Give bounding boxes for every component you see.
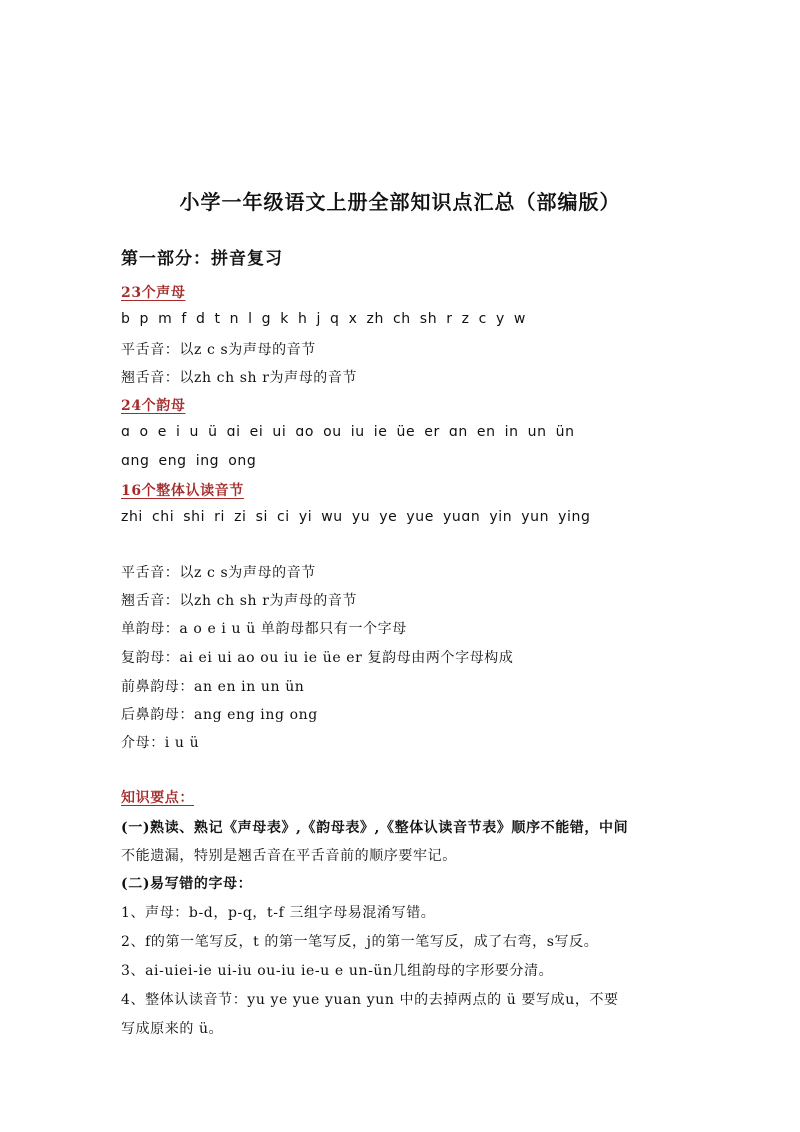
fuyunmu-line: 复韵母：ai ei ui ao ou iu ie üe er 复韵母由两个字母构成: [121, 650, 514, 666]
zhengti-heading: 16个整体认读音节: [121, 483, 244, 499]
key-point-2: (二)易写错的字母：: [121, 876, 253, 892]
shengmu-heading: 23个声母: [121, 285, 186, 301]
key-point-1-line-1: (一)熟读、熟记《声母表》,《韵母表》,《整体认读音节表》顺序不能错，中间: [121, 820, 629, 836]
qianbi-line: 前鼻韵母：an en in un ün: [121, 679, 305, 695]
shengmu-letters: b p m f d t n l g k h j q x zh ch sh r z c y w: [121, 311, 526, 327]
houbi-line: 后鼻韵母：ang eng ing ong: [121, 707, 318, 723]
qiaoshe-line-1: 翘舌音：以zh ch sh r为声母的音节: [121, 370, 358, 386]
jiemu-line: 介母：i u ü: [121, 735, 200, 751]
yunmu-line-1: ɑ o e i u ü ɑi ei ui ɑo ou iu ie üe er ɑn en in un ün: [121, 424, 575, 440]
yunmu-heading: 24个韵母: [121, 398, 186, 414]
mistake-item-3: 3、ai-uiei-ie ui-iu ou-iu ie-u e un-ün几组韵母的字形要分清。: [121, 963, 554, 979]
zhengti-syllables: zhi chi shi ri zi si ci yi wu yu ye yue yuɑn yin yun ying: [121, 509, 591, 525]
pingshe-line-2: 平舌音：以z c s为声母的音节: [121, 565, 316, 581]
danyunmu-line: 单韵母：a o e i u ü 单韵母都只有一个字母: [121, 621, 407, 637]
qiaoshe-line-2: 翘舌音：以zh ch sh r为声母的音节: [121, 593, 358, 609]
key-points-heading: 知识要点：: [121, 790, 194, 806]
part1-heading: 第一部分：拼音复习: [121, 249, 283, 269]
mistake-item-1: 1、声母：b-d，p-q，t-f 三组字母易混淆写错。: [121, 905, 436, 921]
mistake-item-4-line-1: 4、整体认读音节：yu ye yue yuan yun 中的去掉两点的 ü 要写成u，不要: [121, 992, 619, 1008]
yunmu-line-2: ɑng eng ing ong: [121, 453, 257, 469]
key-point-1-line-2: 不能遗漏，特别是翘舌音在平舌音前的顺序要牢记。: [121, 848, 457, 864]
mistake-item-2: 2、f的第一笔写反，t 的第一笔写反，j的第一笔写反，成了右弯，s写反。: [121, 934, 599, 950]
pingshe-line-1: 平舌音：以z c s为声母的音节: [121, 342, 316, 358]
mistake-item-4-line-2: 写成原来的 ü。: [121, 1021, 224, 1037]
document-title: 小学一年级语文上册全部知识点汇总（部编版）: [179, 190, 621, 214]
